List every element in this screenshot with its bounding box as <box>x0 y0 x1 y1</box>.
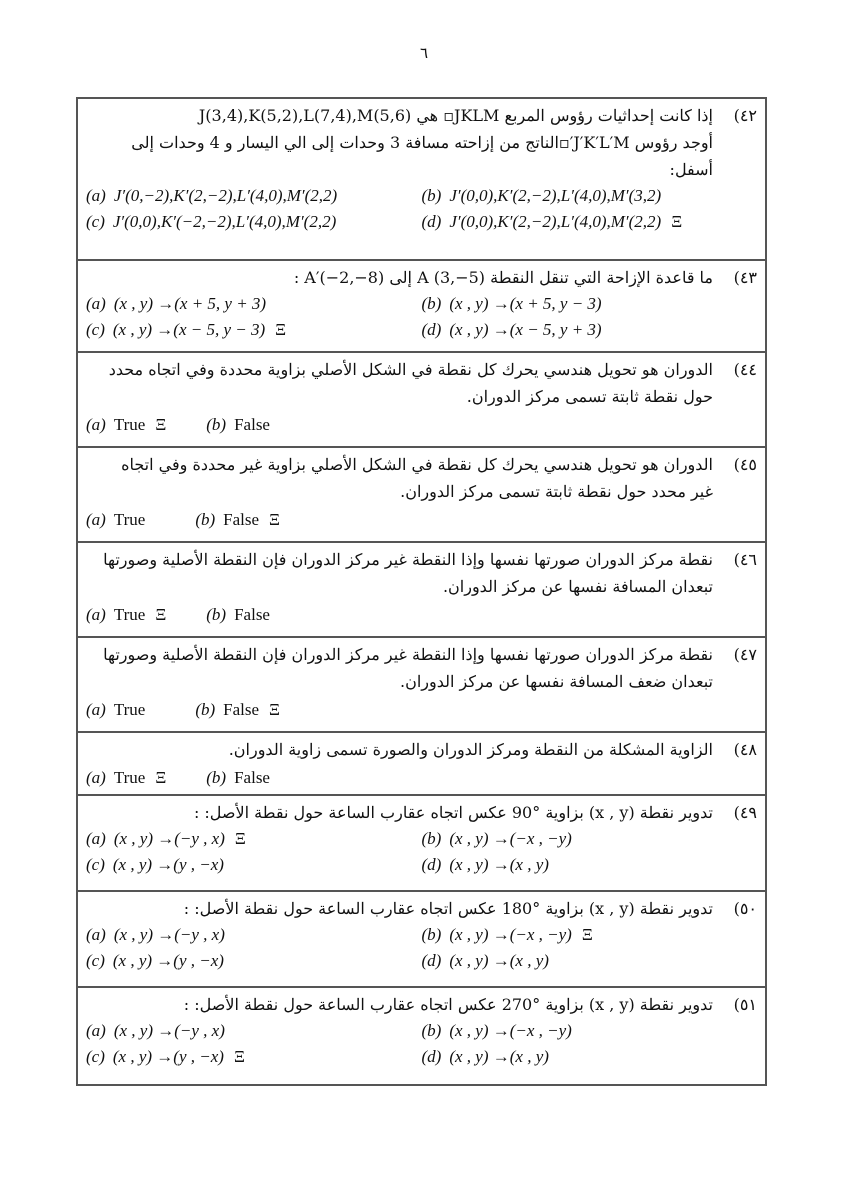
question-number: ٥٠) <box>733 899 757 918</box>
answer-mark: Ξ <box>234 829 246 848</box>
answer-mark: Ξ <box>155 605 167 624</box>
answer-mark: Ξ <box>155 415 167 434</box>
options <box>86 826 757 878</box>
true-false-options <box>86 695 757 725</box>
option-b[interactable]: (b) False Ξ <box>195 700 280 719</box>
question-number: ٤٥) <box>733 455 757 474</box>
question-number: ٤٧) <box>733 645 757 664</box>
option-b[interactable]: (b) (x , y) →(−x , −y) <box>421 1021 572 1040</box>
option-b[interactable]: (b) (x , y) →(−x , −y) Ξ <box>421 925 593 944</box>
question-text: نقطة مركز الدوران صورتها نفسها وإذا النقطة غير مركز الدوران فإن النقطة الأصلية وصورتها <box>103 550 713 569</box>
options <box>86 183 757 235</box>
option-a[interactable]: (a) True Ξ <box>86 415 167 434</box>
option-b[interactable]: (b) False <box>206 605 270 624</box>
question-text-cont: أوجد رؤوس J′K′L′M′▫الناتج من إزاحته مسافة 3 وحدات إلى الي اليسار و 4 وحدات إلى أسفل: <box>131 133 713 179</box>
question-number: ٤٢) <box>733 106 757 125</box>
option-a[interactable]: (a) True Ξ <box>86 768 167 787</box>
question-text: الزاوية المشكلة من النقطة ومركز الدوران والصورة تسمى زاوية الدوران. <box>228 740 713 759</box>
option-d[interactable]: (d) (x , y) →(x , y) <box>421 855 549 874</box>
question-45 <box>78 448 765 543</box>
questions-table <box>76 97 767 1086</box>
option-a[interactable]: (a) (x , y) →(−y , x) Ξ <box>86 829 246 848</box>
option-b[interactable]: (b) (x , y) →(x + 5, y − 3) <box>421 294 602 313</box>
question-text: الدوران هو تحويل هندسي يحرك كل نقطة في الشكل الأصلي بزاوية محددة وفي اتجاه محدد <box>108 360 713 379</box>
option-a[interactable]: (a) True <box>86 510 146 529</box>
question-text: نقطة مركز الدوران صورتها نفسها وإذا النقطة غير مركز الدوران فإن النقطة الأصلية وصورتها <box>103 645 713 664</box>
option-d[interactable]: (d) (x , y) →(x , y) <box>421 1047 549 1066</box>
option-a[interactable]: (a) (x , y) →(−y , x) <box>86 925 225 944</box>
question-number: ٥١) <box>733 995 757 1014</box>
option-a[interactable]: (a) True Ξ <box>86 605 167 624</box>
option-a[interactable]: (a) J′(0,−2),K′(2,−2),L′(4,0),M′(2,2) <box>86 186 338 205</box>
question-text-cont: تبعدان المسافة نفسها عن مركز الدوران. <box>442 577 713 596</box>
question-text: إذا كانت إحداثيات رؤوس المربع JKLM▫ هي J(3,4),K(5,2),L(7,4),M(5,6) <box>198 106 713 125</box>
question-42 <box>78 99 765 261</box>
option-a[interactable]: (a) (x , y) →(−y , x) <box>86 1021 225 1040</box>
question-text-cont: غير محدد حول نقطة ثابتة تسمى مركز الدوران. <box>400 482 713 501</box>
question-44 <box>78 353 765 448</box>
answer-mark: Ξ <box>155 768 167 787</box>
true-false-options <box>86 600 757 630</box>
option-b[interactable]: (b) J′(0,0),K′(2,−2),L′(4,0),M′(3,2) <box>421 186 662 205</box>
question-number: ٤٦) <box>733 550 757 569</box>
question-text: تدوير نقطة (x , y) بزاوية °180 عكس اتجاه عقارب الساعة حول نقطة الأصل: : <box>183 899 713 918</box>
question-number: ٤٩) <box>733 803 757 822</box>
option-c[interactable]: (c) (x , y) →(y , −x) <box>86 855 224 874</box>
question-text: الدوران هو تحويل هندسي يحرك كل نقطة في الشكل الأصلي بزاوية غير محددة وفي اتجاه <box>121 455 713 474</box>
question-46 <box>78 543 765 638</box>
question-43 <box>78 261 765 353</box>
option-c[interactable]: (c) (x , y) →(y , −x) <box>86 951 224 970</box>
option-b[interactable]: (b) False Ξ <box>195 510 280 529</box>
answer-mark: Ξ <box>671 212 683 231</box>
true-false-options <box>86 505 757 535</box>
true-false-options <box>86 763 757 793</box>
page-number: ٦ <box>419 44 429 62</box>
question-number: ٤٤) <box>733 360 757 379</box>
question-47 <box>78 638 765 733</box>
option-b[interactable]: (b) False <box>206 768 270 787</box>
question-number: ٤٣) <box>733 268 757 287</box>
options <box>86 922 757 974</box>
answer-mark: Ξ <box>269 700 280 719</box>
option-c[interactable]: (c) (x , y) →(y , −x) Ξ <box>86 1047 245 1066</box>
options <box>86 291 757 343</box>
option-a[interactable]: (a) (x , y) →(x + 5, y + 3) <box>86 294 267 313</box>
answer-mark: Ξ <box>275 320 287 339</box>
question-text-cont: تبعدان ضعف المسافة نفسها عن مركز الدوران. <box>399 672 713 691</box>
option-a[interactable]: (a) True <box>86 700 146 719</box>
option-d[interactable]: (d) J′(0,0),K′(2,−2),L′(4,0),M′(2,2) Ξ <box>421 212 683 231</box>
options <box>86 1018 757 1070</box>
question-text: تدوير نقطة (x , y) بزاوية °90 عكس اتجاه عقارب الساعة حول نقطة الأصل: : <box>193 803 713 822</box>
option-c[interactable]: (c) (x , y) →(x − 5, y − 3) Ξ <box>86 320 287 339</box>
option-d[interactable]: (d) (x , y) →(x − 5, y + 3) <box>421 320 602 339</box>
answer-mark: Ξ <box>233 1047 245 1066</box>
answer-mark: Ξ <box>581 925 593 944</box>
question-text-cont: حول نقطة ثابتة تسمى مركز الدوران. <box>466 387 713 406</box>
question-48 <box>78 733 765 796</box>
question-number: ٤٨) <box>733 740 757 759</box>
option-b[interactable]: (b) False <box>206 415 270 434</box>
answer-mark: Ξ <box>269 510 280 529</box>
question-51 <box>78 988 765 1084</box>
option-d[interactable]: (d) (x , y) →(x , y) <box>421 951 549 970</box>
question-49 <box>78 796 765 892</box>
option-c[interactable]: (c) J′(0,0),K′(−2,−2),L′(4,0),M′(2,2) <box>86 212 337 231</box>
true-false-options <box>86 410 757 440</box>
question-text: تدوير نقطة (x , y) بزاوية °270 عكس اتجاه عقارب الساعة حول نقطة الأصل: : <box>183 995 713 1014</box>
question-50 <box>78 892 765 988</box>
option-b[interactable]: (b) (x , y) →(−x , −y) <box>421 829 572 848</box>
question-text: ما قاعدة الإزاحة التي تنقل النقطة A (3,−5) إلى A′(−2,−8) : <box>293 268 713 287</box>
